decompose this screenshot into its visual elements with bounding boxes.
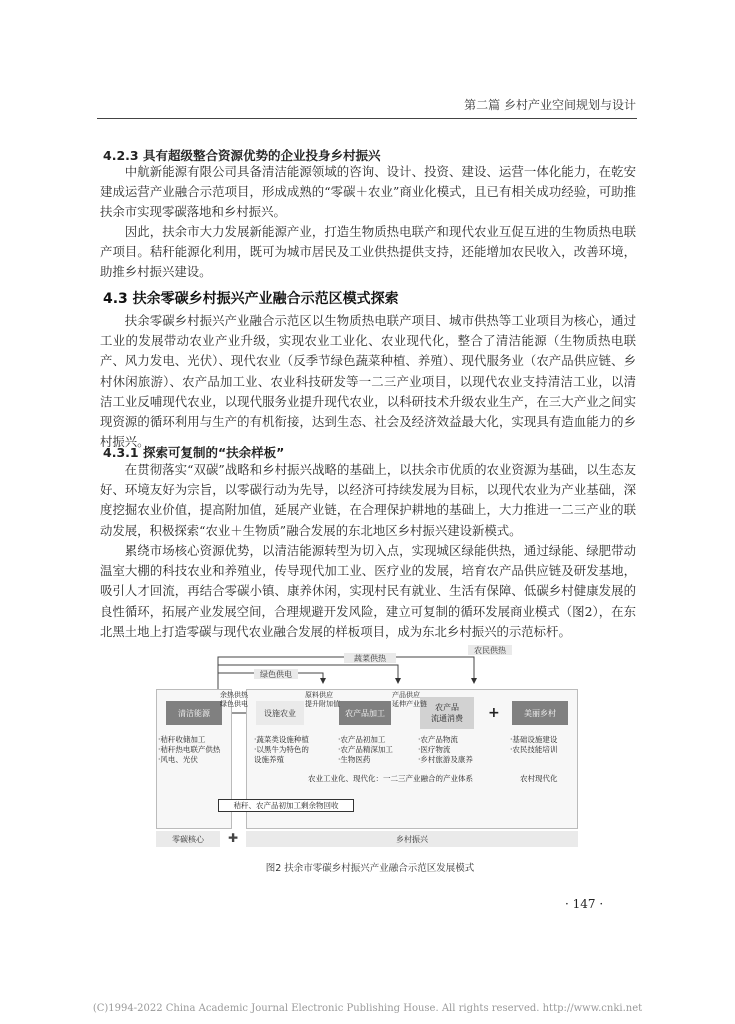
list-item: ·基础设施建设	[510, 735, 558, 744]
flow-label-product-supply: 产品供应 延伸产业链	[392, 691, 427, 708]
paragraph: 在贯彻落实“双碳”战略和乡村振兴战略的基础上，以扶余市优质的农业资源为基础，以生态友好、环境友好为宗旨，以零碳行动为先导，以经济可持续发展为目标，以现代农业为产业基础，深度挖掘农业价值，提高附加值，延展产业链，在合理保护耕地的基础上，大力推进一二三产业的联动发展，积极探索“农业＋生物质”融合发展的东北地区乡村振兴建设新模式。	[100, 462, 636, 538]
figure-development-model	[148, 645, 590, 855]
flow-label-raw-material: 原料供应 提升附加值	[305, 691, 340, 708]
arrow-label-green-power: 绿色供电	[254, 669, 298, 679]
modern-village-label: 农村现代化	[520, 774, 558, 783]
list-agri-processing	[338, 735, 393, 765]
straw-recycling-label: 秸秆、农产品初加工剩余物回收	[218, 799, 354, 812]
paragraph: 累绕市场核心资源优势，以清洁能源转型为切入点，实现城区绿能供热，通过绿能、绿肥带动温室大棚的科技农业和养殖业，传导现代加工业、医疗业的发展，培育农产品供应链及研发基地，吸引人才回流，再结合零碳小镇、康养休闲，实现村民有就业、生活有保障、低碳乡村健康发展的良性循环，拓展产业发展空间，合理规避开发风险，建立可复制的循环发展商业模式（图2），在东北黑土地上打造零碳与现代农业融合发展的样板项目，成为东北乡村振兴的示范标杆。	[100, 543, 636, 639]
paragraph: 因此，扶余市大力发展新能源产业，打造生物质热电联产和现代农业互促互进的生物质热电联产项目。秸秆能源化利用，既可为城市居民及工业供热提供支持，还能增加农民收入，改善环境，助推乡村振兴建设。	[100, 224, 636, 280]
running-header: 第二篇 乡村产业空间规划与设计	[464, 98, 636, 112]
box-beautiful-village: 美丽乡村	[512, 701, 568, 725]
arrow-label-farmer-heating: 农民供热	[468, 645, 512, 655]
list-item: ·生物医药	[338, 755, 371, 764]
list-item: ·风电、光伏	[158, 755, 198, 764]
list-item: ·以黑牛为特色的	[254, 745, 309, 754]
section-heading-4-3-1: 4.3.1 探索可复制的“扶余样板”	[103, 445, 285, 460]
list-item: ·农产品初加工	[338, 735, 386, 744]
list-item: ·秸秆热电联产供热	[158, 745, 221, 754]
box-facility-agri: 设施农业	[256, 701, 304, 725]
list-clean-energy	[158, 735, 220, 765]
list-item: ·农产品精深加工	[338, 745, 393, 754]
footer-zero-carbon-core: 零碳核心	[156, 831, 220, 847]
plus-sign: +	[488, 705, 500, 721]
figure-caption: 图2 扶余市零碳乡村振兴产业融合示范区发展模式	[265, 863, 475, 874]
list-agri-circulation	[418, 735, 473, 765]
list-item: ·秸秆收储加工	[158, 735, 206, 744]
list-facility-agri	[254, 735, 309, 765]
paragraph: 扶余零碳乡村振兴产业融合示范区以生物质热电联产项目、城市供热等工业项目为核心，通过工业的发展带动农业产业升级，实现农业工业化、农业现代化，整合了清洁能源（生物质热电联产、风力发电、光伏）、现代农业（反季节绿色蔬菜种植、养殖）、现代服务业（农产品供应链、乡村休闲旅游）、农产品加工业、农业科技研发等一二三产业项目，以现代农业支持清洁工业，以清洁工业反哺现代农业，以现代服务业提升现代农业，以科研技术升级农业生产，在三大产业之间实现资源的循环利用与生产的有机衔接，达到生态、社会及经济效益最大化，实现具有造血能力的乡村振兴。	[100, 313, 636, 450]
header-rule	[97, 118, 637, 119]
list-item: ·农产品物流	[418, 735, 458, 744]
list-item: ·农民技能培训	[510, 745, 558, 754]
copyright-footer: (C)1994-2022 China Academic Journal Electronic Publishing House. All rights reserved. http://www.cnki.net	[92, 1003, 643, 1014]
footer-rural-revitalization: 乡村振兴	[246, 831, 578, 847]
industry-system-label: 农业工业化、现代化：一二三产业融合的产业体系	[308, 774, 473, 783]
paragraph: 中航新能源有限公司具备清洁能源领域的咨询、设计、投资、建设、运营一体化能力，在乾安建成运营产业融合示范项目，形成成熟的“零碳＋农业”商业化模式，且已有相关成功经验，可助推扶余市实现零碳落地和乡村振兴。	[100, 164, 636, 220]
list-item: ·医疗物流	[418, 745, 451, 754]
page-number: · 147 ·	[565, 897, 604, 911]
flow-label-heating-power: 余热供热 绿色供电	[220, 691, 248, 708]
box-agri-processing: 农产品加工	[339, 701, 391, 725]
box-clean-energy: 清洁能源	[166, 701, 222, 725]
box-agri-circulation: 农产品 流通消费	[420, 697, 474, 729]
list-item: 设施养殖	[254, 755, 284, 764]
section-heading-4-3: 4.3 扶余零碳乡村振兴产业融合示范区模式探索	[103, 291, 399, 307]
list-beautiful-village	[510, 735, 557, 755]
arrow-label-heating: 蔬菜供热	[344, 653, 396, 663]
list-item: ·乡村旅游及康养	[418, 755, 473, 764]
section-heading-4-2-3: 4.2.3 具有超级整合资源优势的企业投身乡村振兴	[103, 148, 381, 163]
list-item: ·蔬菜类设施种植	[254, 735, 309, 744]
footer-plus-icon: ✚	[228, 831, 239, 845]
